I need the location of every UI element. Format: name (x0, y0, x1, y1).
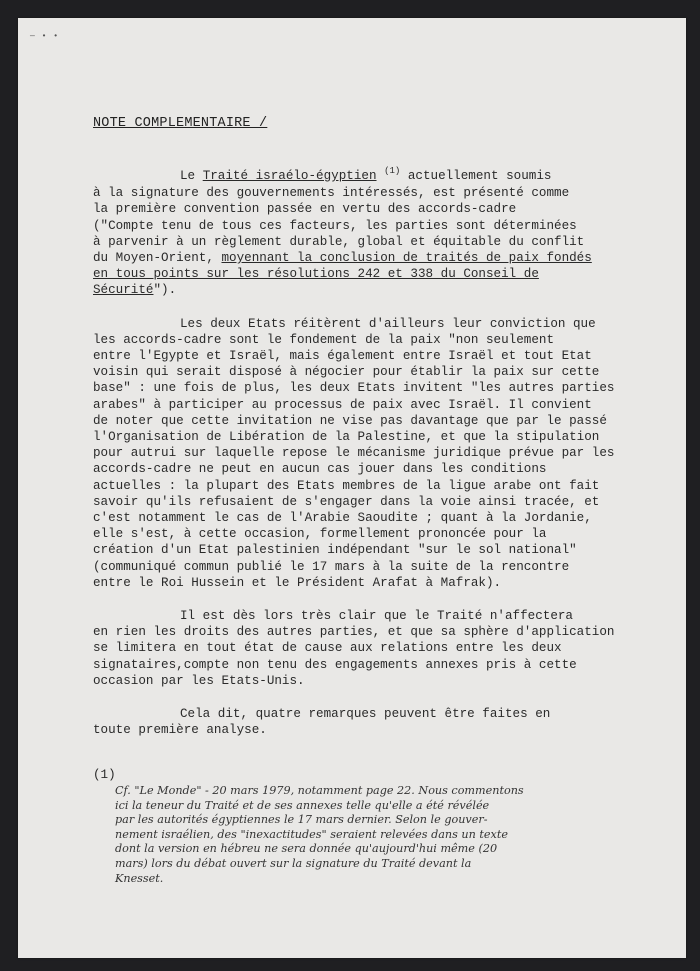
paragraph-line: en tous points sur les résolutions 242 et 338 du Conseil de (93, 267, 539, 282)
treaty-title: Traité israélo-égyptien (202, 169, 377, 183)
paragraph-line: entre le Roi Hussein et le Président Arafat à Mafrak). (93, 575, 502, 590)
paragraph-line: elle s'est, à cette occasion, formellement prononcée pour la (93, 527, 547, 542)
footnote-line: Knesset. (115, 871, 164, 885)
paragraph-line: les accords-cadre sont le fondement de la paix "non seulement (93, 332, 555, 347)
text-run: actuellement soumis (400, 169, 552, 183)
paragraph-line: en rien les droits des autres parties, et que sa sphère d'application (93, 625, 615, 640)
paragraph-line: signataires,compte non tenu des engagements annexes pris à cette (93, 657, 577, 672)
footnote-text (115, 784, 585, 886)
paragraph-line: toute première analyse. (93, 723, 267, 738)
paragraph-line: arabes" à participer au processus de paix avec Israël. Il convient (93, 397, 592, 412)
paragraph-line: entre l'Egypte et Israël, mais également entre Israël et tout Etat (93, 349, 592, 364)
paragraph-line: ("Compte tenu de tous ces facteurs, les parties sont déterminées (93, 218, 577, 233)
paragraph-line: (communiqué commun publié le 17 mars à la suite de la rencontre (93, 559, 570, 574)
footnote-line: dont la version en hébreu ne sera donnée qu'aujourd'hui même (20 (115, 842, 498, 856)
paragraph-line: base" : une fois de plus, les deux Etats invitent "les autres parties (93, 381, 615, 396)
footnote-line: ici la teneur du Traité et de ses annexes telle qu'elle a été révélée (115, 798, 490, 812)
text-run: Le (180, 169, 203, 183)
paragraph-line (93, 168, 581, 185)
footnote-marker: (1) (93, 768, 116, 782)
paragraph-line: pour autrui sur laquelle repose le mécanisme juridique prévue par les (93, 446, 615, 461)
page-mark: — • • (30, 32, 60, 41)
paragraph-line: Cela dit, quatre remarques peuvent être faites en (180, 707, 551, 722)
paragraph-line: Il est dès lors très clair que le Traité n'affectera (180, 609, 573, 624)
footnote-line: nement israélien, des "inexactitudes" seraient relevées dans un texte (115, 827, 508, 841)
paragraph-line: voisin qui serait disposé à négocier pour établir la paix sur cette (93, 365, 600, 380)
underlined-text: Sécurité (93, 283, 154, 298)
paragraph-1 (93, 166, 592, 299)
paragraph-line: de noter que cette invitation ne vise pas davantage que par le passé (93, 413, 607, 428)
paragraph-line: accords-cadre ne peut en aucun cas jouer dans les conditions (93, 462, 547, 477)
paragraph-line: Les deux Etats réitèrent d'ailleurs leur conviction que (180, 316, 596, 331)
paragraph-line: à la signature des gouvernements intéressés, est présenté comme (93, 186, 570, 201)
paragraph-3 (93, 608, 615, 689)
document-title: NOTE COMPLEMENTAIRE / (93, 116, 268, 131)
paragraph-line: c'est notamment le cas de l'Arabie Saoudite ; quant à la Jordanie, (93, 511, 592, 526)
paragraph-line: à parvenir à un règlement durable, global et équitable du conflit (93, 234, 585, 249)
document-body (93, 166, 615, 739)
text-run: "). (153, 283, 177, 298)
paragraph-line: savoir qu'ils refusaient de s'engager dans la voie ainsi tracée, et (93, 494, 600, 509)
footnote-line: par les autorités égyptiennes le 17 mars dernier. Selon le gouver- (115, 813, 488, 827)
paragraph-line: l'Organisation de Libération de la Palestine, et que la stipulation (93, 430, 600, 445)
footnote-line: Cf. "Le Monde" - 20 mars 1979, notamment page 22. Nous commentons (115, 784, 524, 797)
paragraph-line: la première convention passée en vertu des accords-cadre (93, 202, 517, 217)
paragraph-line: création d'un Etat palestinien indépendant "sur le sol national" (93, 543, 577, 558)
paragraph-line (93, 250, 592, 266)
underlined-text: moyennant la conclusion de traités de paix fondés (221, 251, 592, 266)
footnote-reference: (1) (384, 166, 401, 176)
paragraph-2 (93, 316, 615, 591)
paragraph-4 (93, 706, 581, 738)
paragraph-line: se limitera en tout état de cause aux relations entre les deux (93, 641, 562, 656)
paragraph-line: occasion par les Etats-Unis. (93, 673, 305, 688)
paragraph-line (93, 282, 581, 298)
footnote-line: mars) lors du débat ouvert sur la signature du Traité devant la (115, 856, 472, 870)
paragraph-line: actuelles : la plupart des Etats membres de la ligue arabe ont fait (93, 478, 600, 493)
text-run: du Moyen-Orient, (93, 251, 222, 266)
